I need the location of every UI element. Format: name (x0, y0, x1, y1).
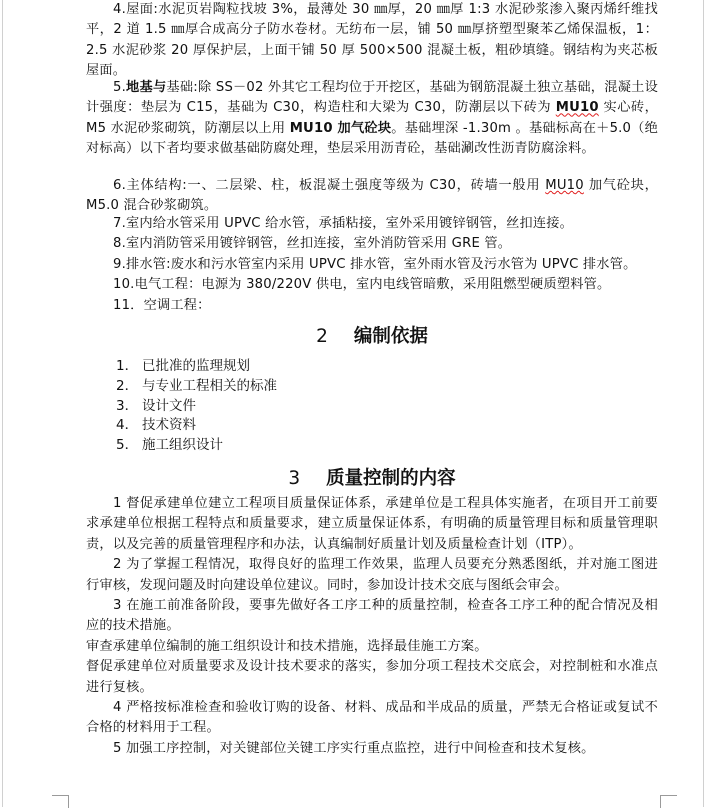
structure-text-a: 6.主体结构:一、二层梁、柱，板混凝土强度等级为 C30，砖墙一般用 (113, 178, 546, 193)
quality-paragraph-3: 3 在施工前准备阶段，要事先做好各工序工种的质量控制，检查各工序工种的配合情况及相应的技术措施。 (86, 598, 658, 634)
list-item: 1． 已批准的监理规划 (116, 358, 250, 374)
foundation-mu10-a: MU10 (555, 100, 599, 116)
foundation-text-c: 。基础埋深 -1.30m 。基础标高在＋5.0（绝对标高）以下者均要求做基础防腐处理，垫层采用沥青砼，基础涮改性沥青防腐涂料。 (86, 120, 659, 157)
quality-paragraph-5: 5 加强工序控制，对关键部位关键工序实行重点监控，进行中间检查和技术复核。 (113, 740, 595, 756)
section-2-heading (86, 321, 658, 353)
page-edge-right (703, 0, 704, 807)
foundation-label: 地基与 (125, 80, 167, 95)
foundation-paragraph (86, 78, 658, 160)
section-3-number: 3 (288, 468, 301, 489)
hvac-line: 11．空调工程： (113, 297, 211, 313)
foundation-mu10-b: MU10 加气砼块 (289, 120, 392, 136)
basis-list (86, 357, 658, 456)
water-supply-line: 7.室内给水管采用 UPVC 给水管，承插粘接，室外采用镀锌钢管，丝扣连接。 (113, 216, 574, 231)
section-2-title: 编制依据 (353, 326, 428, 347)
quality-paragraph-4: 4 严格按标准检查和验收订购的设备、材料、成品和半成品的质量，严禁无合格证或复试不合格的材料用于工程。 (86, 700, 658, 736)
structure-mu10: MU10 (545, 178, 584, 193)
fire-pipe-line: 8.室内消防管采用镀锌钢管，丝扣连接，室外消防管采用 GRE 管。 (113, 236, 512, 252)
list-item: 4． 技术资料 (116, 417, 196, 434)
quality-paragraph-2: 2 为了掌握工程情况，取得良好的监理工作效果，监理人员要充分熟悉图纸，并对施工图进行审核，发现问题及时向建设单位建议。同时，参加设计技术交底与图纸会审会。 (86, 557, 658, 593)
section-3-title: 质量控制的内容 (326, 468, 456, 489)
drainage-line: 9.排水管:废水和污水管室内采用 UPVC 排水管，室外雨水管及污水管为 UPVC 排水管。 (113, 256, 637, 272)
section-3-heading (86, 463, 658, 495)
list-item: 5． 施工组织设计 (116, 437, 223, 454)
electrical-line: 10.电气工程：电源为 380/220V 供电，室内电线管暗敷，采用阻燃型硬质塑料管。 (113, 277, 611, 293)
structure-text-b: 加气砼块，M5.0 混合砂浆砌筑。 (86, 178, 658, 214)
quality-paragraph-1: 1 督促承建单位建立工程项目质量保证体系，承建单位是工程具体实施者，在项目开工前要求承建单位根据工程特点和质量要求，建立质量保证体系，有明确的质量管理目标和质量管理职责，以及完善的质量管理程序和办法，认真编制好质量计划及质量检查计划（ITP）。 (86, 496, 658, 552)
structure-paragraph (86, 176, 658, 217)
foundation-text-a: 基础:除 SS－02 外其它工程均位于开挖区，基础为钢筋混凝土独立基础，混凝土设计强度：垫层为 C15，基础为 C30，构造柱和大梁为 C30，防潮层以下砖为 (86, 80, 658, 116)
list-item: 3． 设计文件 (116, 397, 196, 414)
margin-corner-right (660, 795, 677, 808)
foundation-lead: 5. (113, 80, 126, 95)
quality-paragraph-3b: 审查承建单位编制的施工组织设计和技术措施，选择最佳施工方案。 (86, 638, 488, 654)
roof-paragraph: 4.屋面:水泥页岩陶粒找坡 3%，最薄处 30 ㎜厚，20 ㎜厚 1:3 水泥砂浆渗入聚丙烯纤维找平，2 道 1.5 ㎜厚合成高分子防水卷材。无纺布一层，铺 50 ㎜厚挤塑型聚苯乙烯保温板，1：2.5 水泥砂浆 20 厚保护层，上面干铺 50 厚 500×500 混凝土板，粗砂填缝。钢结构为夹芯板屋面。 (86, 2, 658, 79)
section-2-number: 2 (316, 326, 328, 347)
page-edge-left (2, 0, 3, 807)
foundation-text-b: 实心砖，M5 水泥砂浆砌筑，防潮层以上用 (86, 100, 658, 136)
margin-corner-left (52, 795, 69, 808)
quality-paragraph-3c: 督促承建单位对质量要求及设计技术要求的落实，参加分项工程技术交底会，对控制桩和水准点进行复核。 (86, 659, 658, 695)
list-item: 2． 与专业工程相关的标准 (116, 377, 277, 394)
